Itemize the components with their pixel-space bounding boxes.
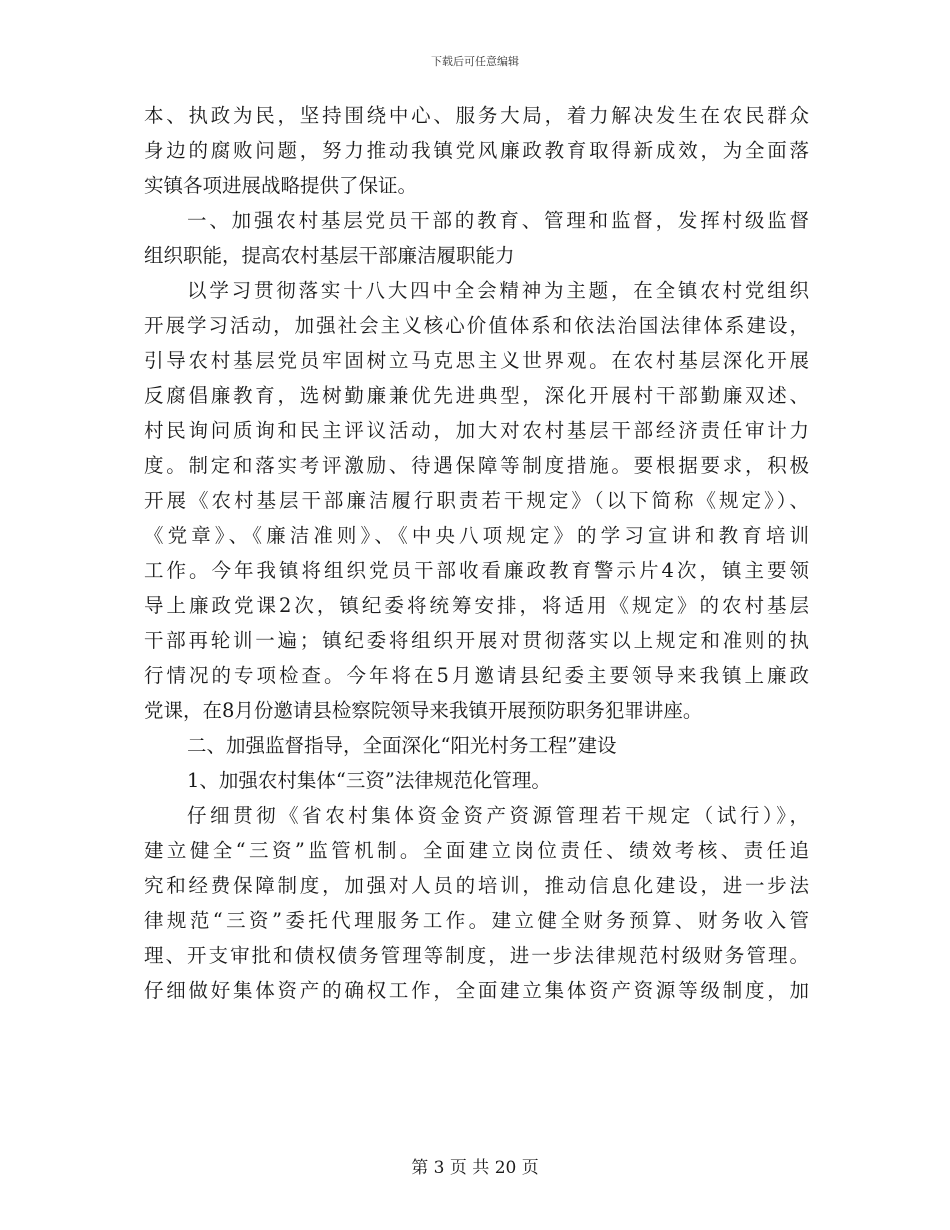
text-line: 本、执政为民，坚持围绕中心、服务大局，着力解决发生在农民群众 — [144, 104, 809, 127]
text-line: 仔细贯彻《省农村集体资金资产资源管理若干规定（试行）》， — [187, 804, 809, 827]
text-line: 身边的腐败问题，努力推动我镇党风廉政教育取得新成效，为全面落 — [144, 139, 809, 162]
page-header: 下载后可任意编辑 — [431, 55, 519, 68]
text-line: 《党章》、《廉洁准则》、《中央八项规定》的学习宣讲和教育培训 — [144, 524, 809, 547]
text-line: 开展《农村基层干部廉洁履行职责若干规定》（以下简称《规定》）、 — [144, 489, 809, 512]
text-line: 行情况的专项检查。今年将在5月邀请县纪委主要领导来我镇上廉政 — [144, 664, 809, 687]
text-line: 干部再轮训一遍；镇纪委将组织开展对贯彻落实以上规定和准则的执 — [144, 629, 809, 652]
text-line: 党课，在8月份邀请县检察院领导来我镇开展预防职务犯罪讲座。 — [144, 699, 703, 722]
text-line: 开展学习活动，加强社会主义核心价值体系和依法治国法律体系建设， — [144, 314, 809, 337]
text-line: 理、开支审批和债权债务管理等制度，进一步法律规范村级财务管理。 — [144, 944, 809, 967]
text-line: 村民询问质询和民主评议活动，加大对农村基层干部经济责任审计力 — [144, 419, 809, 442]
page-number-footer: 第 3 页 共 20 页 — [411, 1158, 539, 1178]
document-body — [144, 98, 809, 1008]
text-line: 导上廉政党课2次，镇纪委将统筹安排，将适用《规定》的农村基层 — [144, 594, 809, 617]
text-line: 建立健全“三资”监管机制。全面建立岗位责任、绩效考核、责任追 — [144, 839, 809, 862]
text-line: 工作。今年我镇将组织党员干部收看廉政教育警示片4次，镇主要领 — [144, 559, 809, 582]
text-line: 引导农村基层党员牢固树立马克思主义世界观。在农村基层深化开展 — [144, 349, 809, 372]
text-line: 以学习贯彻落实十八大四中全会精神为主题，在全镇农村党组织 — [187, 279, 809, 302]
text-line: 一、加强农村基层党员干部的教育、管理和监督，发挥村级监督 — [187, 209, 809, 232]
text-line: 组织职能，提高农村基层干部廉洁履职能力 — [144, 244, 515, 267]
text-line: 度。制定和落实考评激励、待遇保障等制度措施。要根据要求，积极 — [144, 454, 809, 477]
text-line: 1、加强农村集体“三资”法律规范化管理。 — [187, 769, 551, 792]
text-line: 律规范“三资”委托代理服务工作。建立健全财务预算、财务收入管 — [144, 909, 809, 932]
text-line: 二、加强监督指导，全面深化“阳光村务工程”建设 — [187, 734, 617, 757]
text-line: 实镇各项进展战略提供了保证。 — [144, 174, 418, 197]
text-line: 反腐倡廉教育，选树勤廉兼优先进典型，深化开展村干部勤廉双述、 — [144, 384, 809, 407]
text-line: 仔细做好集体资产的确权工作，全面建立集体资产资源等级制度，加 — [144, 979, 809, 1002]
text-line: 究和经费保障制度，加强对人员的培训，推动信息化建设，进一步法 — [144, 874, 809, 897]
